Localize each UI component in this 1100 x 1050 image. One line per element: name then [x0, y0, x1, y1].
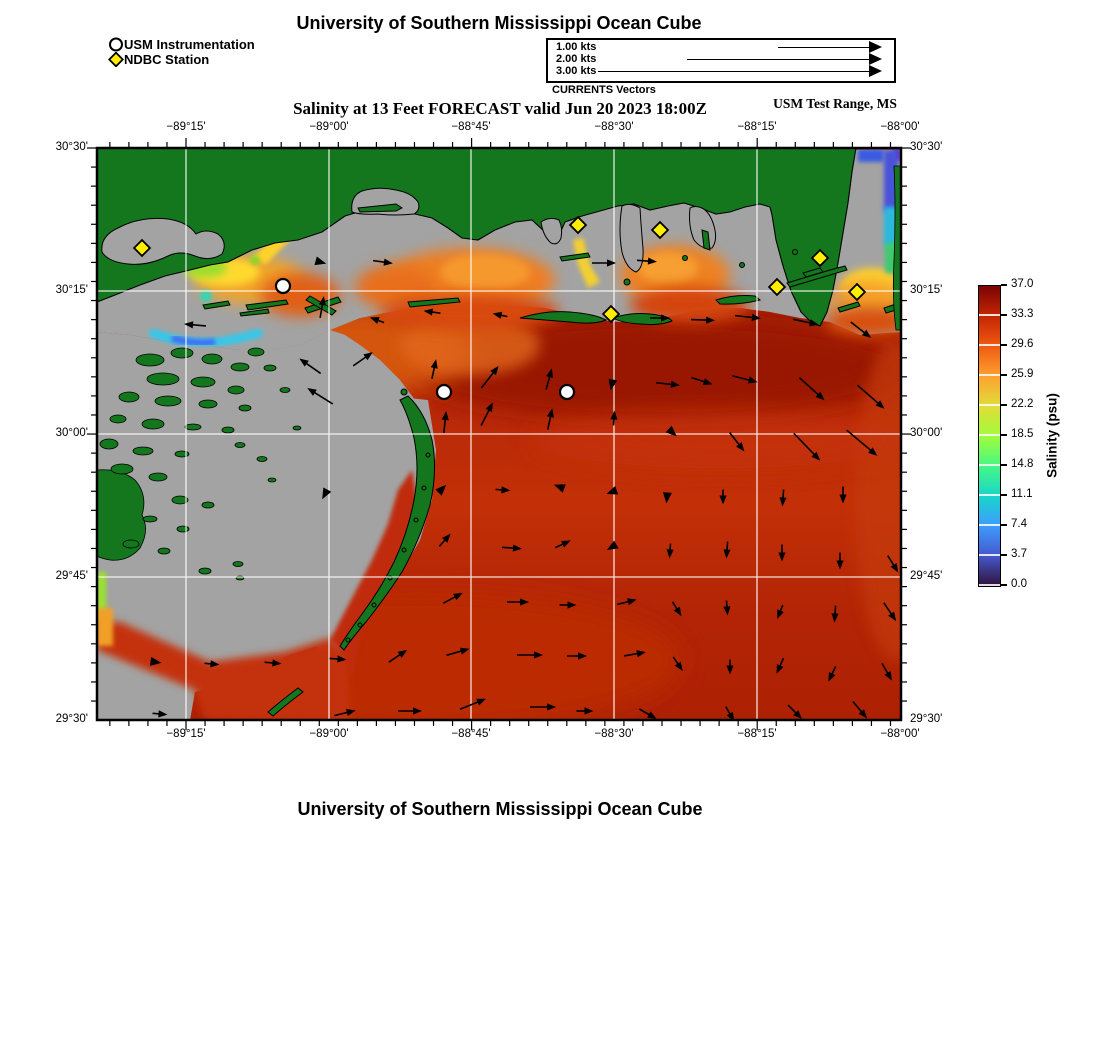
lon-label-top: −89°00' — [309, 121, 349, 133]
lon-label-bottom: −88°30' — [594, 728, 634, 740]
colorbar-tick-label: 25.9 — [1011, 368, 1034, 380]
page-title: University of Southern Mississippi Ocean Cube — [296, 13, 702, 33]
scale-arrow-shaft — [598, 71, 870, 73]
colorbar — [978, 285, 1001, 587]
scale-arrow-shaft — [778, 47, 870, 49]
salinity-map — [77, 128, 921, 740]
scale-arrow-head-icon — [869, 53, 882, 65]
colorbar-tick-label: 22.2 — [1011, 398, 1034, 410]
usm-instrumentation-marker — [437, 385, 451, 399]
currents-scale-box — [546, 38, 896, 83]
colorbar-tick-label: 37.0 — [1011, 278, 1034, 290]
lat-label-right: 29°30' — [910, 713, 943, 725]
map-layers — [97, 148, 921, 730]
legend-item-ndbc — [108, 52, 255, 67]
colorbar-tick — [1001, 284, 1007, 285]
lat-label-right: 30°00' — [910, 427, 943, 439]
currents-caption: CURRENTS Vectors — [552, 84, 656, 96]
lat-label-left: 30°00' — [55, 427, 88, 439]
colorbar-tick — [1001, 494, 1007, 495]
colorbar-gridline — [979, 314, 1000, 316]
currents-scale-label: 1.00 kts — [556, 41, 597, 53]
scale-arrow-head-icon — [869, 65, 882, 77]
legend-item-usm — [108, 37, 255, 52]
legend-item-label: USM Instrumentation — [124, 37, 255, 52]
lon-label-bottom: −89°00' — [309, 728, 349, 740]
footer-title: University of Southern Mississippi Ocean Cube — [297, 799, 703, 819]
currents-scale-row — [556, 41, 888, 53]
scale-arrow-head-icon — [869, 41, 882, 53]
colorbar-tick-label: 29.6 — [1011, 338, 1034, 350]
lat-label-right: 30°30' — [910, 141, 943, 153]
scale-arrow-shaft — [687, 59, 870, 61]
lat-label-left: 30°30' — [55, 141, 88, 153]
currents-scale-label: 2.00 kts — [556, 53, 597, 65]
currents-scale-row — [556, 53, 888, 65]
colorbar-tick — [1001, 344, 1007, 345]
lon-label-top: −88°45' — [451, 121, 491, 133]
legend-item-label: NDBC Station — [124, 52, 210, 67]
colorbar-gridline — [979, 494, 1000, 496]
lon-label-bottom: −88°00' — [880, 728, 920, 740]
lon-label-bottom: −88°45' — [451, 728, 491, 740]
usm-circle-icon — [108, 37, 124, 52]
colorbar-tick-label: 14.8 — [1011, 458, 1034, 470]
usm-instrumentation-marker — [560, 385, 574, 399]
lon-label-top: −88°00' — [880, 121, 920, 133]
colorbar-gridline — [979, 584, 1000, 586]
colorbar-tick-label: 7.4 — [1011, 518, 1027, 530]
lon-label-top: −89°15' — [166, 121, 206, 133]
currents-scale-label: 3.00 kts — [556, 65, 597, 77]
colorbar-gridline — [979, 374, 1000, 376]
colorbar-tick — [1001, 434, 1007, 435]
colorbar-title: Salinity (psu) — [1044, 393, 1060, 478]
marker-legend — [108, 37, 255, 67]
lat-label-right: 30°15' — [910, 284, 943, 296]
currents-scale-row — [556, 65, 888, 77]
colorbar-tick — [1001, 404, 1007, 405]
colorbar-tick — [1001, 554, 1007, 555]
colorbar-tick — [1001, 374, 1007, 375]
lat-label-left: 29°45' — [55, 570, 88, 582]
colorbar-tick-label: 3.7 — [1011, 548, 1027, 560]
colorbar-tick-label: 11.1 — [1011, 488, 1033, 500]
map-subtitle: Salinity at 13 Feet FORECAST valid Jun 20 2023 18:00Z — [293, 99, 707, 118]
colorbar-tick — [1001, 464, 1007, 465]
colorbar-gridline — [979, 434, 1000, 436]
lon-label-top: −88°30' — [594, 121, 634, 133]
lon-label-bottom: −88°15' — [737, 728, 777, 740]
lat-label-right: 29°45' — [910, 570, 943, 582]
lon-label-top: −88°15' — [737, 121, 777, 133]
colorbar-tick-label: 33.3 — [1011, 308, 1034, 320]
colorbar-gridline — [979, 464, 1000, 466]
colorbar-gridline — [979, 524, 1000, 526]
colorbar-gridline — [979, 404, 1000, 406]
colorbar-tick-label: 18.5 — [1011, 428, 1034, 440]
colorbar-tick — [1001, 524, 1007, 525]
region-label: USM Test Range, MS — [773, 96, 897, 111]
colorbar-tick — [1001, 314, 1007, 315]
lat-label-left: 29°30' — [55, 713, 88, 725]
lat-label-left: 30°15' — [55, 284, 88, 296]
colorbar-gridline — [979, 554, 1000, 556]
colorbar-tick — [1001, 584, 1007, 585]
lon-label-bottom: −89°15' — [166, 728, 206, 740]
colorbar-gridline — [979, 344, 1000, 346]
usm-instrumentation-marker — [276, 279, 290, 293]
colorbar-tick-label: 0.0 — [1011, 578, 1027, 590]
ndbc-diamond-icon — [108, 52, 124, 67]
